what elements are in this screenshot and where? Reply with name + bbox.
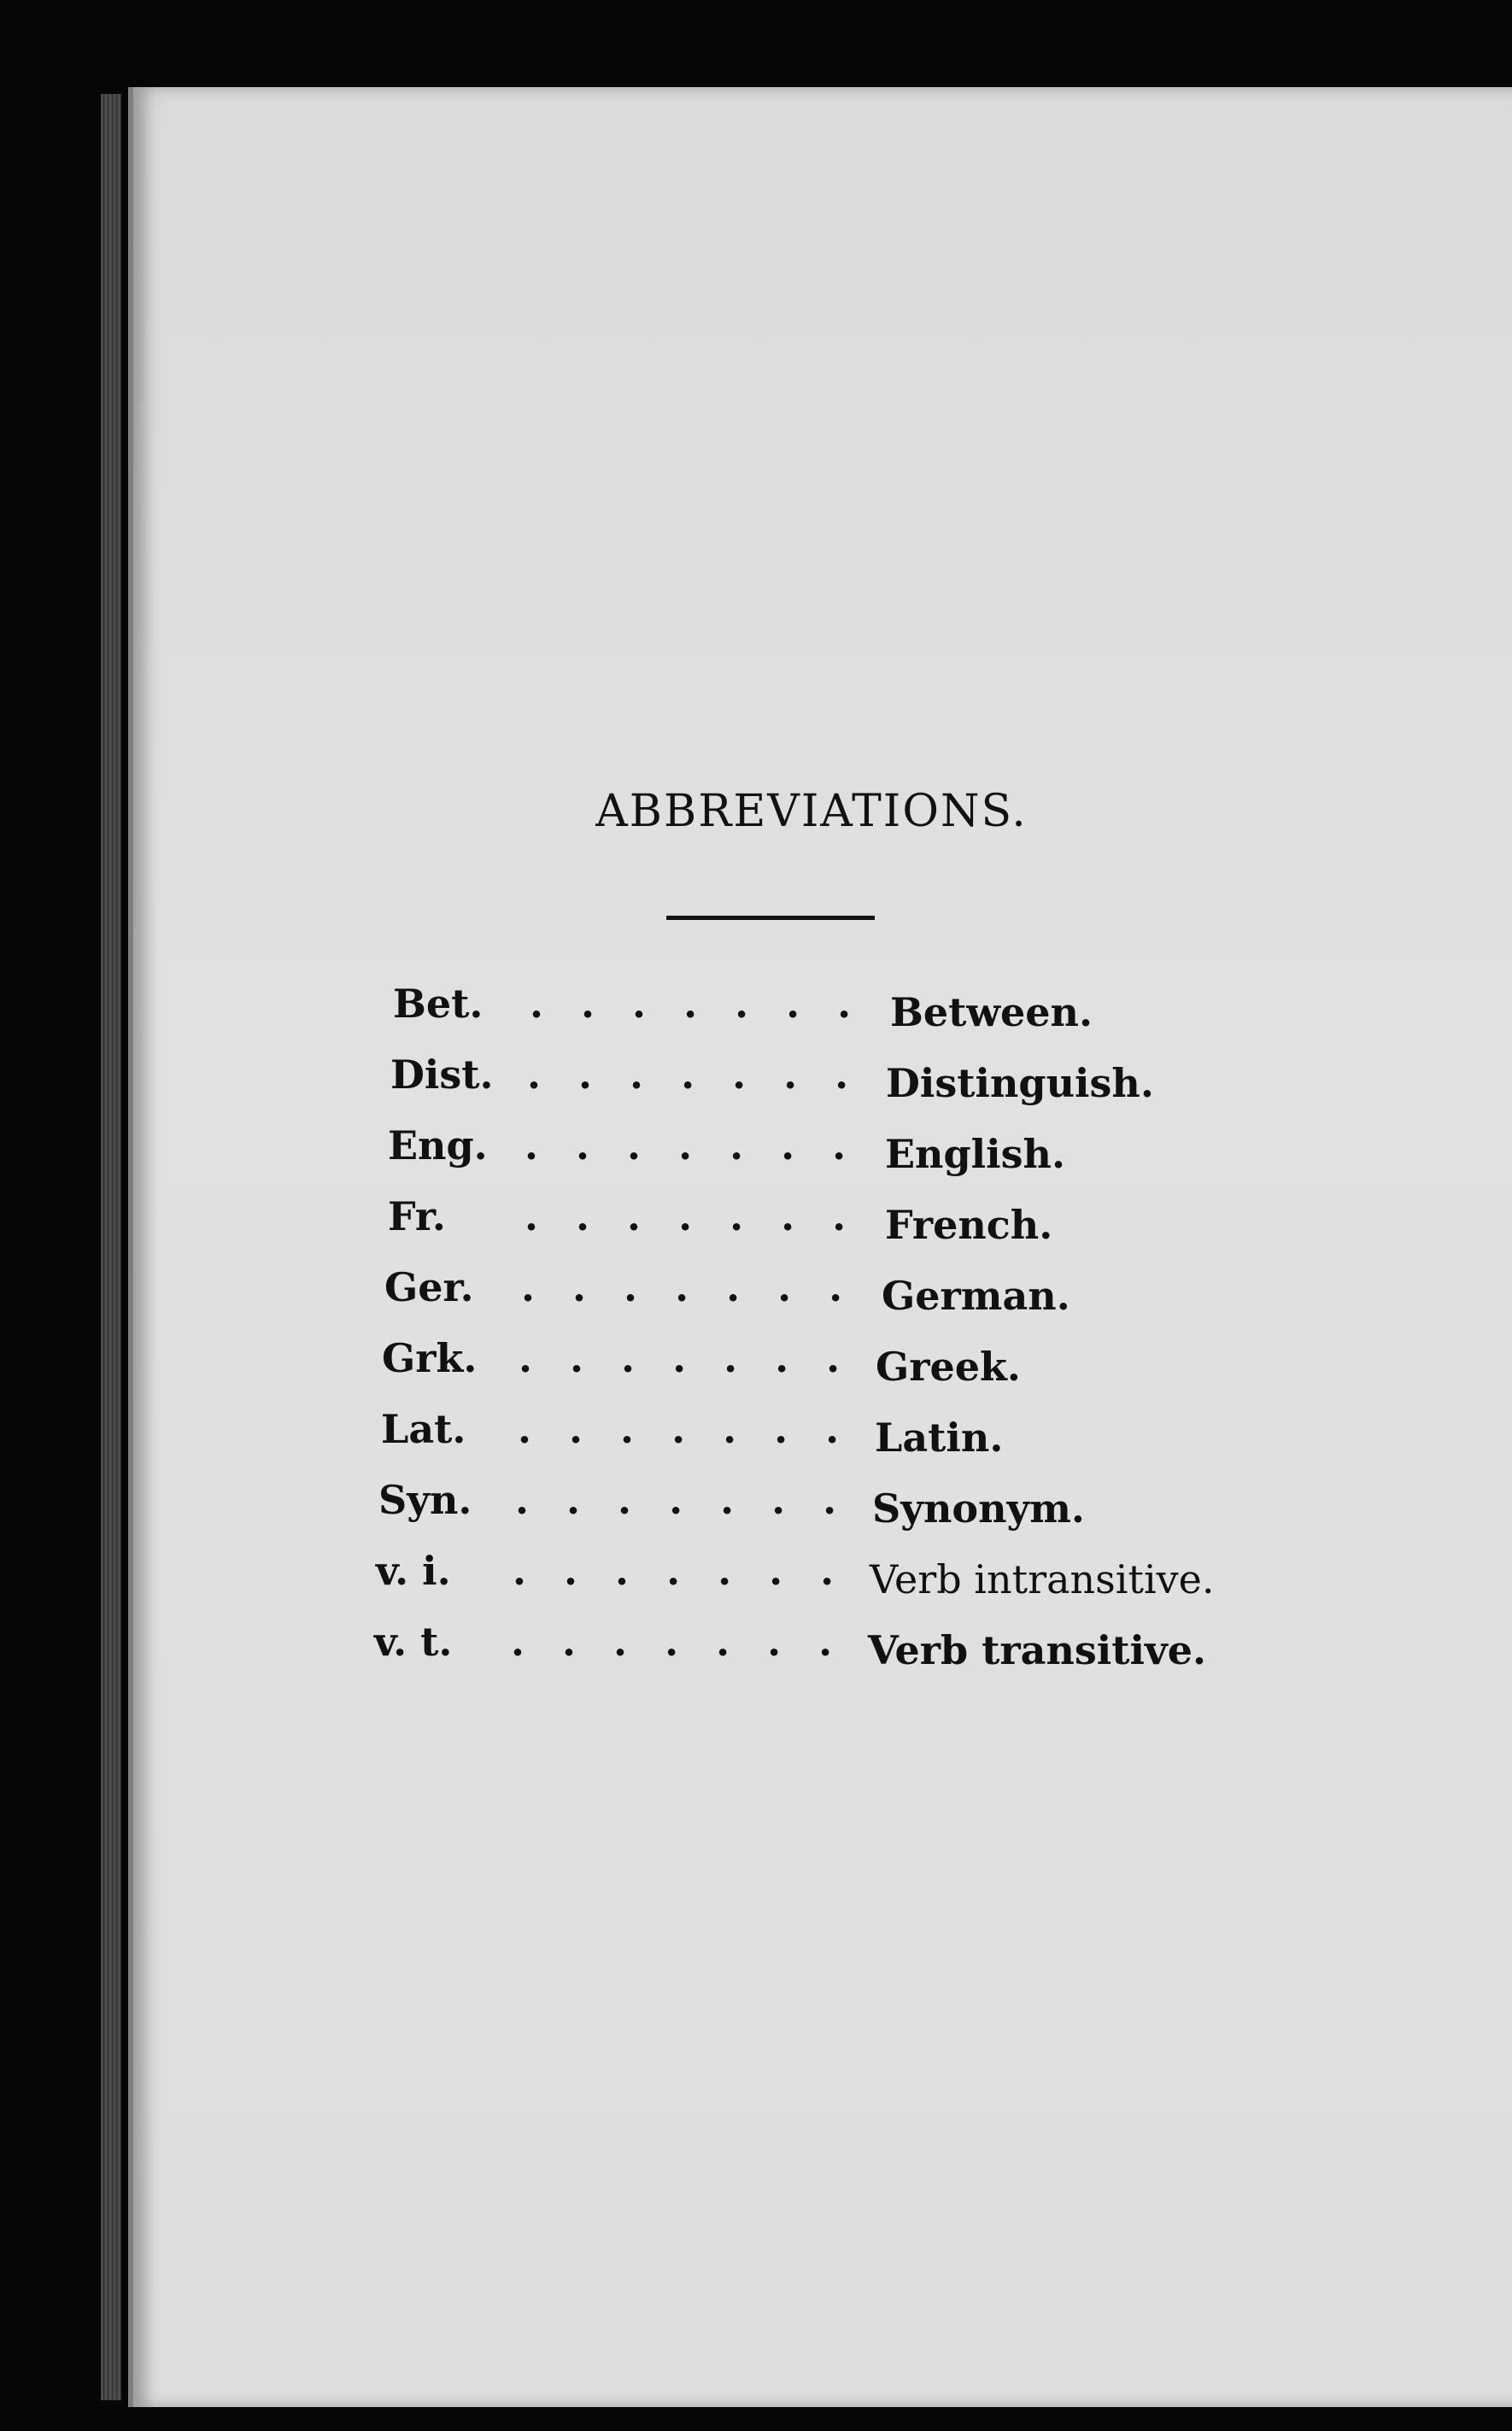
title-rule — [666, 916, 875, 920]
entry-meaning: English. — [885, 1131, 1065, 1177]
entry-bet — [393, 981, 1316, 1051]
entry-abbreviation: Eng. — [388, 1122, 488, 1169]
entry-leader-dots: . . . . . . . — [530, 981, 864, 1027]
entry-grk — [382, 1335, 1316, 1406]
entry-meaning: Latin. — [875, 1415, 1004, 1461]
entry-meaning: German. — [882, 1273, 1070, 1319]
entry-leader-dots: . . . . . . . — [527, 1051, 861, 1098]
entry-leader-dots: . . . . . . . — [513, 1548, 847, 1594]
abbreviation-list — [376, 981, 1316, 1690]
entry-leader-dots: . . . . . . . — [515, 1477, 849, 1523]
entry-vt — [374, 1619, 1316, 1690]
entry-meaning: Distinguish. — [886, 1060, 1154, 1106]
entry-leader-dots: . . . . . . . — [518, 1406, 852, 1452]
entry-abbreviation: v. i. — [376, 1548, 451, 1594]
entry-abbreviation: Bet. — [393, 981, 483, 1027]
entry-meaning: Synonym. — [872, 1485, 1085, 1532]
entry-meaning: Verb transitive. — [868, 1627, 1206, 1673]
entry-vi — [376, 1548, 1316, 1619]
entry-fr — [388, 1193, 1316, 1264]
entry-meaning: Between. — [890, 989, 1093, 1035]
page-edge — [101, 94, 121, 2400]
entry-leader-dots: . . . . . . . — [521, 1264, 855, 1310]
entry-abbreviation: Dist. — [390, 1051, 494, 1098]
entry-abbreviation: Fr. — [388, 1193, 446, 1239]
entry-dist — [390, 1051, 1316, 1122]
entry-leader-dots: . . . . . . . — [519, 1335, 853, 1381]
entry-meaning: Greek. — [876, 1344, 1021, 1390]
entry-eng — [388, 1122, 1316, 1193]
entry-leader-dots: . . . . . . . — [525, 1122, 859, 1169]
entry-abbreviation: Syn. — [378, 1477, 472, 1523]
entry-meaning: French. — [885, 1202, 1053, 1248]
entry-lat — [381, 1406, 1316, 1477]
entry-abbreviation: v. t. — [374, 1619, 453, 1665]
entry-abbreviation: Ger. — [384, 1264, 474, 1310]
entry-leader-dots: . . . . . . . — [525, 1193, 859, 1239]
entry-leader-dots: . . . . . . . — [511, 1619, 845, 1665]
page-title: ABBREVIATIONS. — [595, 786, 1028, 837]
entry-meaning: Verb intransitive. — [870, 1556, 1215, 1602]
entry-ger — [384, 1264, 1316, 1335]
entry-syn — [378, 1477, 1316, 1548]
entry-abbreviation: Grk. — [382, 1335, 478, 1381]
entry-abbreviation: Lat. — [381, 1406, 466, 1452]
